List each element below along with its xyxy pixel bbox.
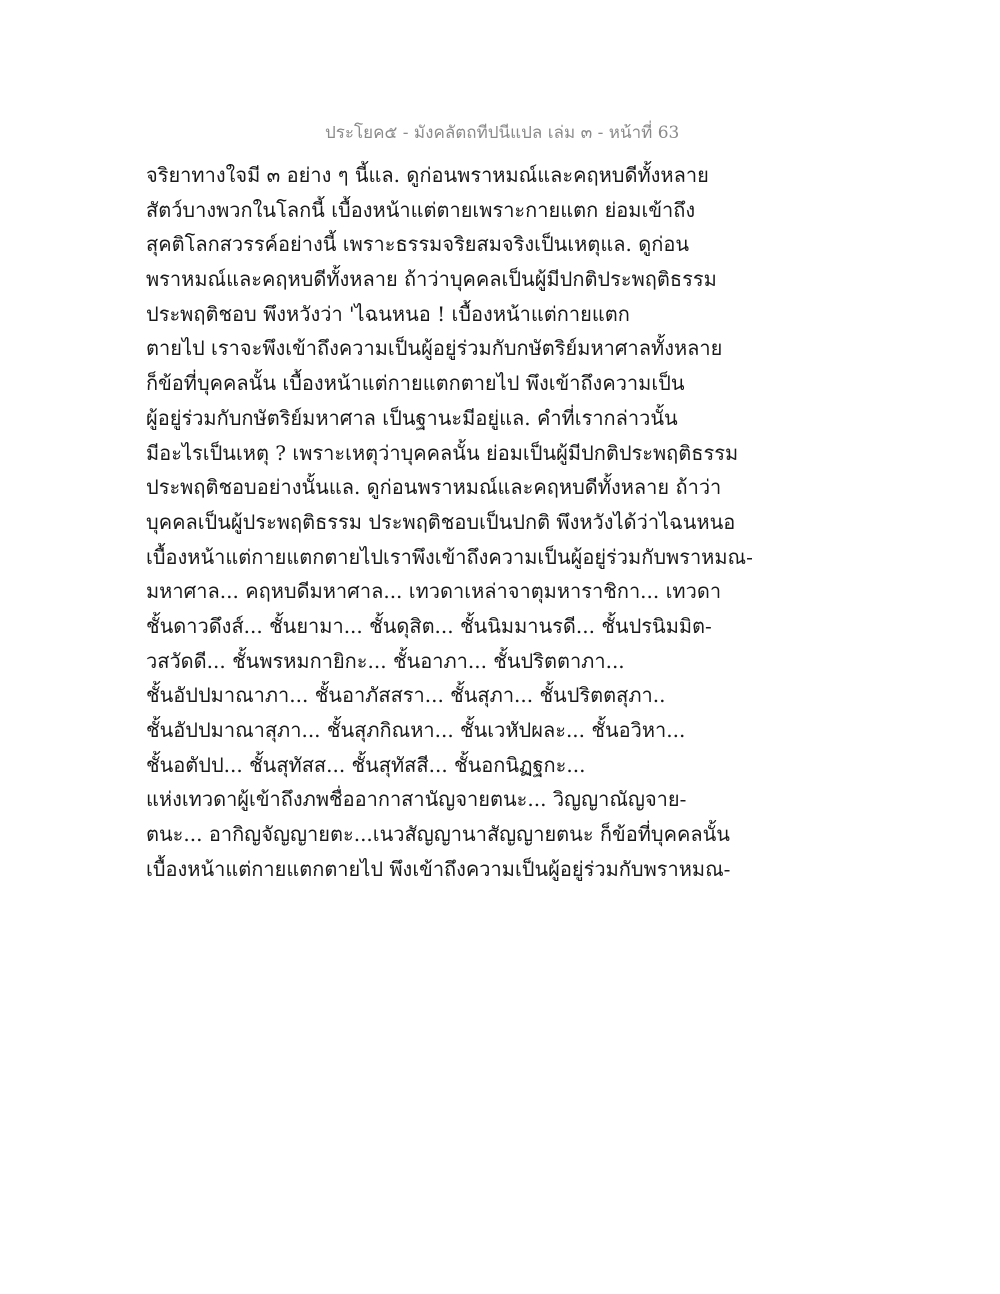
text-line: ผู้อยู่ร่วมกับกษัตริย์มหาศาล เป็นฐานะมีอยู่แล. คำที่เรากล่าวนั้น <box>146 405 678 430</box>
text-line: บุคคลเป็นผู้ประพฤติธรรม ประพฤติชอบเป็นปกติ พึงหวังได้ว่าไฉนหนอ <box>146 509 736 534</box>
text-line: ชั้นอัปปมาณาสุภา... ชั้นสุภกิณหา... ชั้นเวหัปผละ... ชั้นอวิหา... <box>146 718 686 742</box>
text-line: มีอะไรเป็นเหตุ ? เพราะเหตุว่าบุคคลนั้น ย่อมเป็นผู้มีปกติประพฤติธรรม <box>146 440 739 465</box>
text-line: พราหมณ์และคฤหบดีทั้งหลาย ถ้าว่าบุคคลเป็นผู้มีปกติประพฤติธรรม <box>146 267 717 292</box>
text-line: ตนะ... อากิญจัญญายตะ...เนวสัญญานาสัญญายตนะ ก็ข้อที่บุคคลนั้น <box>146 822 730 847</box>
text-line: ก็ข้อที่บุคคลนั้น เบื้องหน้าแต่กายแตกตายไป พึงเข้าถึงความเป็น <box>146 371 685 396</box>
text-line: ประพฤติชอบอย่างนั้นแล. ดูก่อนพราหมณ์และคฤหบดีทั้งหลาย ถ้าว่า <box>146 475 722 500</box>
text-line: สุคติโลกสวรรค์อย่างนี้ เพราะธรรมจริยสมจริงเป็นเหตุแล. ดูก่อน <box>146 232 689 257</box>
text-line: สัตว์บางพวกในโลกนี้ เบื้องหน้าแต่ตายเพราะกายแตก ย่อมเข้าถึง <box>146 197 696 222</box>
text-line: ชั้นอัปปมาณาภา... ชั้นอาภัสสรา... ชั้นสุภา... ชั้นปริตตสุภา.. <box>146 683 666 708</box>
text-line: ประพฤติชอบ พึงหวังว่า 'ไฉนหนอ ! เบื้องหน้าแต่กายแตก <box>146 301 630 326</box>
text-line: วสวัดดี... ชั้นพรหมกายิกะ... ชั้นอาภา... ชั้นปริตตาภา... <box>146 648 625 673</box>
text-line: เบื้องหน้าแต่กายแตกตายไปเราพึงเข้าถึงความเป็นผู้อยู่ร่วมกับพราหมณ- <box>146 544 753 569</box>
body-text <box>146 158 753 886</box>
text-line: ชั้นอตัปป... ชั้นสุทัสส... ชั้นสุทัสสี... ชั้นอกนิฏฐกะ... <box>146 752 586 777</box>
running-header: ประโยค๕ - มังคลัตถทีปนีแปล เล่ม ๓ - หน้าที่ 63 <box>325 123 680 143</box>
text-line: ชั้นดาวดึงส์... ชั้นยามา... ชั้นดุสิต... ชั้นนิมมานรดี... ชั้นปรนิมมิต- <box>146 613 712 638</box>
text-line: มหาศาล... คฤหบดีมหาศาล... เทวดาเหล่าจาตุมหาราชิกา... เทวดา <box>146 579 722 604</box>
text-line: เบื้องหน้าแต่กายแตกตายไป พึงเข้าถึงความเป็นผู้อยู่ร่วมกับพราหมณ- <box>146 856 731 881</box>
text-line: ตายไป เราจะพึงเข้าถึงความเป็นผู้อยู่ร่วมกับกษัตริย์มหาศาลทั้งหลาย <box>146 336 723 361</box>
text-line: แห่งเทวดาผู้เข้าถึงภพชื่ออากาสานัญจายตนะ... วิญญาณัญจาย- <box>146 787 687 812</box>
text-line: จริยาทางใจมี ๓ อย่าง ๆ นี้แล. ดูก่อนพราหมณ์และคฤหบดีทั้งหลาย <box>146 163 709 187</box>
